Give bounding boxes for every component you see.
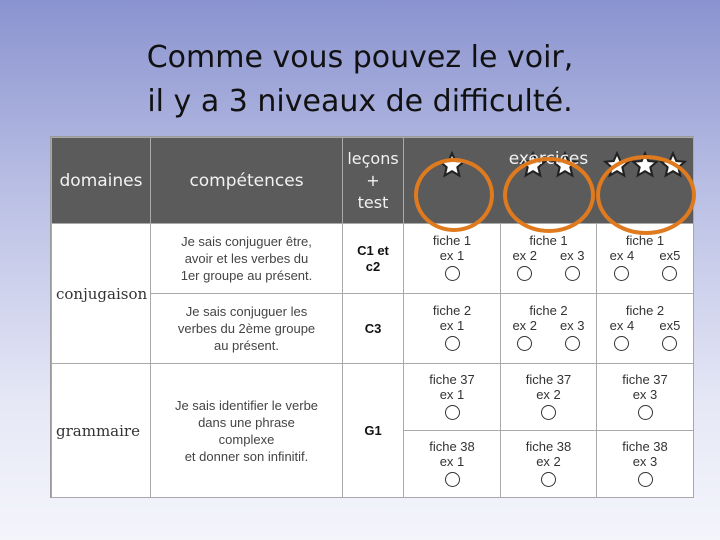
sheet-label: fiche 38	[525, 438, 572, 454]
completion-radio[interactable]	[662, 336, 677, 351]
completion-radio[interactable]	[565, 266, 580, 281]
exercise-label: ex5	[659, 248, 681, 263]
lesson-line: c2	[365, 258, 381, 274]
exercise-label: ex 1	[439, 318, 465, 333]
exercise-cell-level-1	[404, 224, 501, 294]
lesson-line: C3	[364, 320, 382, 336]
skill-line: avoir et les verbes du	[184, 251, 309, 266]
sheet-label: fiche 37	[525, 371, 572, 387]
completion-radio[interactable]	[541, 472, 556, 487]
completion-radio[interactable]	[541, 405, 556, 420]
completion-radio[interactable]	[517, 266, 532, 281]
slide-title	[0, 36, 720, 124]
exercise-cell-level-1	[404, 364, 501, 431]
sheet-label: fiche 38	[622, 438, 668, 454]
highlight-ring-level-1	[414, 158, 494, 232]
sheet-label: fiche 38	[429, 438, 475, 454]
exercise-cell-level-2	[501, 364, 597, 431]
exercise-label: ex 2	[512, 318, 538, 333]
header-lecons-line1: leçons	[347, 148, 399, 168]
domain-conjugaison: conjugaison	[52, 224, 151, 364]
highlight-ring-level-2	[503, 157, 595, 233]
title-line-1: Comme vous pouvez le voir,	[146, 40, 574, 75]
header-lecons-line3: test	[357, 192, 389, 212]
lesson-cell	[343, 294, 404, 364]
exercise-label: ex 4	[609, 318, 635, 333]
exercise-cell-level-3	[597, 364, 694, 431]
sheet-label: fiche 37	[622, 371, 668, 387]
exercise-cell-level-2	[501, 224, 597, 294]
header-exercices-label: exercices	[508, 148, 589, 169]
exercise-label: ex 1	[439, 248, 465, 263]
exercise-cell-level-2	[501, 431, 597, 498]
sheet-label: fiche 2	[432, 303, 472, 318]
completion-radio[interactable]	[638, 472, 653, 487]
exercise-label: ex 1	[439, 453, 465, 469]
sheet-label: fiche 2	[625, 303, 665, 318]
exercise-label: ex 3	[632, 386, 658, 402]
table-row	[52, 224, 694, 294]
exercise-label: ex 3	[632, 453, 658, 469]
completion-radio[interactable]	[445, 336, 460, 351]
completion-radio[interactable]	[445, 472, 460, 487]
exercise-label: ex 1	[439, 386, 465, 402]
sheet-label: fiche 1	[625, 233, 665, 248]
exercise-cell-level-1	[404, 294, 501, 364]
skill-line: Je sais conjuguer les	[185, 304, 308, 319]
skill-line: complexe	[218, 431, 275, 447]
header-competences: compétences	[151, 138, 343, 224]
skill-cell	[151, 224, 343, 294]
header-lecons	[343, 138, 404, 224]
exercise-cell-level-3	[597, 294, 694, 364]
completion-radio[interactable]	[517, 336, 532, 351]
completion-radio[interactable]	[614, 336, 629, 351]
sheet-label: fiche 2	[529, 303, 568, 318]
skill-line: et donner son infinitif.	[184, 448, 309, 464]
completion-radio[interactable]	[662, 266, 677, 281]
lesson-cell	[343, 364, 404, 498]
exercise-label: ex 2	[536, 453, 561, 469]
exercise-cell-level-3	[597, 431, 694, 498]
title-line-2: il y a 3 niveaux de difficulté.	[147, 84, 573, 119]
exercise-label: ex 3	[559, 318, 585, 333]
lesson-line: C1 et	[357, 242, 389, 258]
skill-line: Je sais identifier le verbe	[174, 397, 319, 413]
header-domaines: domaines	[52, 138, 151, 224]
exercise-label: ex 2	[512, 248, 538, 263]
skill-line: 1er groupe au présent.	[180, 268, 313, 283]
skill-cell	[151, 294, 343, 364]
sheet-label: fiche 1	[529, 233, 568, 248]
sheet-label: fiche 37	[429, 371, 475, 387]
exercise-cell-level-2	[501, 294, 597, 364]
completion-radio[interactable]	[445, 405, 460, 420]
exercise-label: ex 3	[559, 248, 585, 263]
skill-cell	[151, 364, 343, 498]
exercise-label: ex5	[659, 318, 681, 333]
completion-radio[interactable]	[565, 336, 580, 351]
skill-line: verbes du 2ème groupe	[177, 321, 316, 336]
highlight-ring-level-3	[596, 155, 696, 235]
lesson-line: G1	[364, 422, 382, 438]
completion-radio[interactable]	[614, 266, 629, 281]
completion-radio[interactable]	[638, 405, 653, 420]
exercise-label: ex 2	[536, 386, 561, 402]
skill-line: Je sais conjuguer être,	[181, 234, 312, 249]
domain-grammaire: grammaire	[52, 364, 151, 498]
exercise-label: ex 4	[609, 248, 635, 263]
completion-radio[interactable]	[445, 266, 460, 281]
exercise-cell-level-1	[404, 431, 501, 498]
header-lecons-line2: +	[366, 170, 380, 190]
lesson-cell	[343, 224, 404, 294]
skill-line: au présent.	[213, 338, 280, 353]
sheet-label: fiche 1	[432, 233, 472, 248]
table-row	[52, 364, 694, 431]
skill-line: dans une phrase	[198, 414, 295, 430]
